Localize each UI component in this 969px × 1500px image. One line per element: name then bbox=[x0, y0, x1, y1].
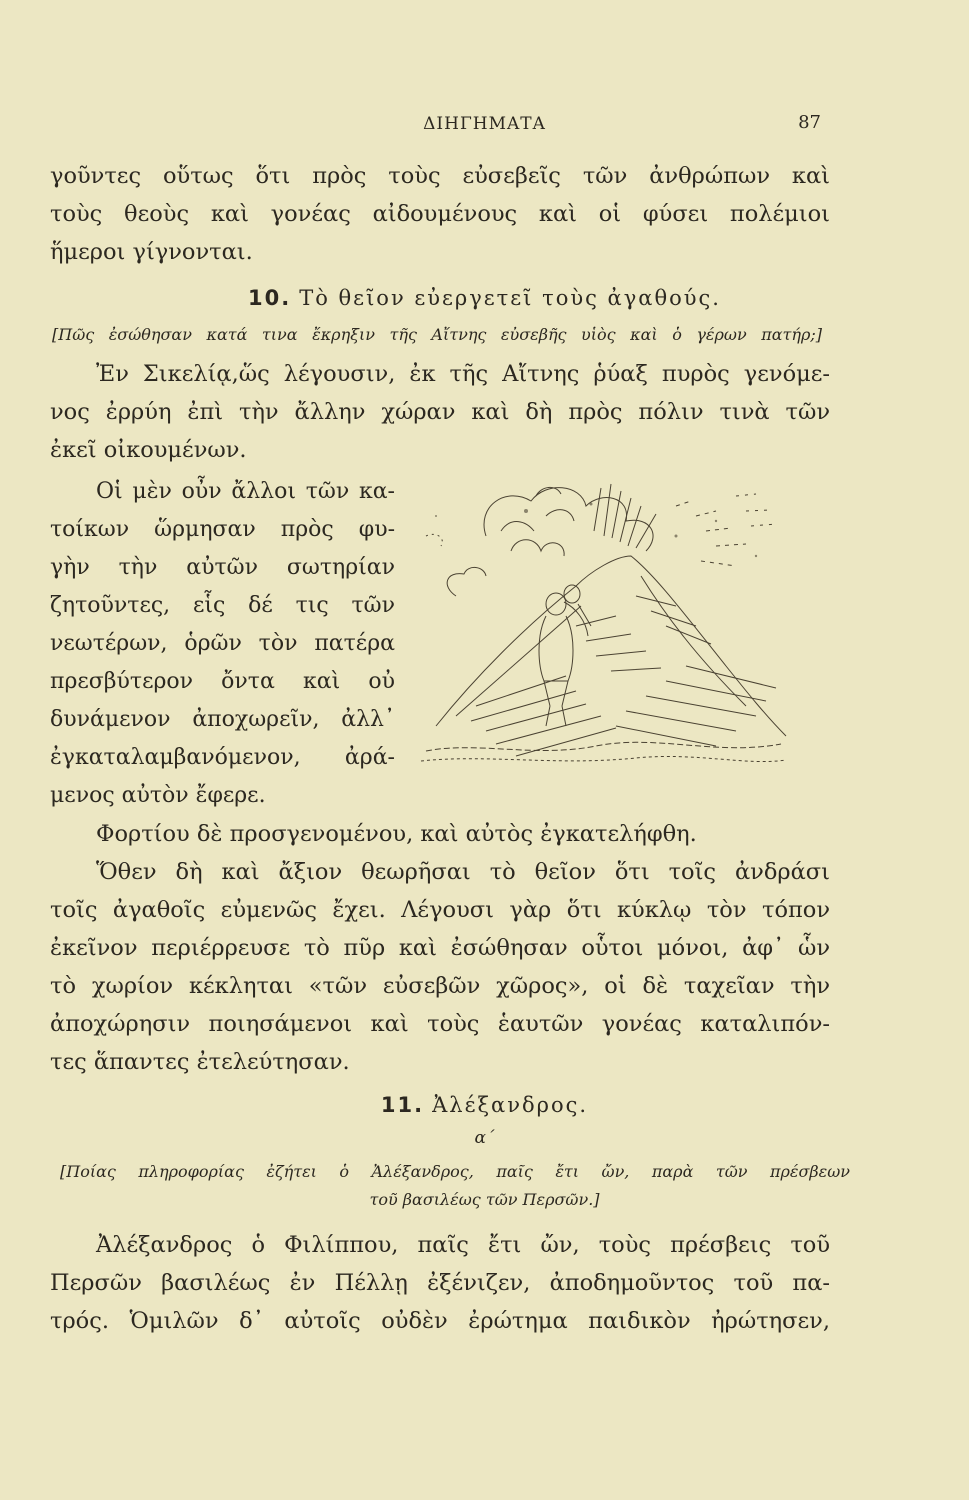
section-11-question-line-1: [Ποίας πληροφορίας ἐζήτει ὁ Ἀλέξανδρος, παῖς ἔτι ὤν, παρὰ τῶν πρέσβεων bbox=[60, 1162, 850, 1181]
text-line: ἥμεροι γίγνονται. bbox=[50, 239, 253, 265]
text-line: Φορτίου δὲ προσγενομένου, καὶ αὐτὸς ἐγκατελήφθη. bbox=[96, 821, 697, 847]
text-line: ζητοῦντες, εἷς δέ τις τῶν bbox=[50, 593, 395, 618]
text-line: τρός. Ὁμιλῶν δ᾽ αὐτοῖς οὐδὲν ἐρώτημα παιδικὸν ἠρώτησεν, bbox=[50, 1308, 830, 1334]
text-line: γοῦντες οὕτως ὅτι πρὸς τοὺς εὐσεβεῖς τῶν ἀνθρώπων καὶ bbox=[50, 163, 830, 189]
section-11-title: Ἀλέξανδρος. bbox=[432, 1093, 589, 1117]
text-line: πρεσβύτερον ὄντα καὶ οὐ bbox=[50, 669, 395, 694]
section-11-number: 11. bbox=[380, 1093, 425, 1117]
text-line: τοὺς θεοὺς καὶ γονέας αἰδουμένους καὶ οἱ φύσει πολέμιοι bbox=[50, 201, 830, 227]
page-header bbox=[0, 108, 969, 138]
text-line: Ἀλέξανδρος ὁ Φιλίππου, παῖς ἔτι ὤν, τοὺς πρέσβεις τοῦ bbox=[96, 1232, 830, 1258]
text-line: μενος αὐτὸν ἔφερε. bbox=[50, 783, 266, 808]
section-10-question: [Πῶς ἐσώθησαν κατά τινα ἔκρηξιν τῆς Αἴτνης εὐσεβῆς υἱὸς καὶ ὁ γέρων πατήρ;] bbox=[52, 325, 822, 344]
text-line: τοῖς ἀγαθοῖς εὐμενῶς ἔχει. Λέγουσι γὰρ ὅτι κύκλῳ τὸν τόπον bbox=[50, 897, 830, 923]
section-10-para-2 bbox=[50, 473, 395, 815]
text-line: νεωτέρων, ὁρῶν τὸν πατέρα bbox=[50, 631, 395, 656]
top-paragraph bbox=[50, 157, 830, 271]
section-10-para-1 bbox=[50, 355, 830, 469]
text-line: δυνάμενον ἀποχωρεῖν, ἀλλ᾽ bbox=[50, 707, 395, 732]
page-number: 87 bbox=[798, 112, 821, 133]
section-10-para-3 bbox=[50, 815, 830, 1081]
text-line: ἐγκαταλαμβανόμενον, ἀρά- bbox=[50, 745, 395, 770]
text-line: Ὅθεν δὴ καὶ ἄξιον θεωρῆσαι τὸ θεῖον ὅτι τοῖς ἀνδράσι bbox=[96, 859, 830, 885]
section-11-subnumber: α´ bbox=[474, 1128, 495, 1148]
running-title: ΔΙΗΓΗΜΑΤΑ bbox=[423, 114, 546, 134]
text-line: γὴν τὴν αὐτῶν σωτηρίαν bbox=[50, 555, 395, 580]
text-line: τες ἅπαντες ἐτελεύτησαν. bbox=[50, 1049, 350, 1075]
text-line: τοίκων ὥρμησαν πρὸς φυ- bbox=[50, 517, 395, 542]
section-10-heading bbox=[0, 286, 969, 310]
section-11-heading bbox=[0, 1093, 969, 1117]
section-11-para-1 bbox=[50, 1226, 830, 1340]
section-10-number: 10. bbox=[248, 286, 292, 310]
text-line: νος ἐρρύη ἐπὶ τὴν ἄλλην χώραν καὶ δὴ πρὸς πόλιν τινὰ τῶν bbox=[50, 399, 830, 425]
text-line: ἐκεῖ οἰκουμένων. bbox=[50, 437, 247, 463]
etna-eruption-illustration bbox=[416, 476, 792, 768]
text-line: τὸ χωρίον κέκληται «τῶν εὐσεβῶν χῶρος», οἱ δὲ ταχεῖαν τὴν bbox=[50, 973, 830, 999]
text-line: ἐκεῖνον περιέρρευσε τὸ πῦρ καὶ ἐσώθησαν οὗτοι μόνοι, ἀφ᾽ ὧν bbox=[50, 935, 830, 961]
section-11-question-line-2: τοῦ βασιλέως τῶν Περσῶν.] bbox=[369, 1190, 600, 1209]
text-line: ἀποχώρησιν ποιησάμενοι καὶ τοὺς ἑαυτῶν γονέας καταλιπόν- bbox=[50, 1011, 830, 1037]
section-10-title: Τὸ θεῖον εὐεργετεῖ τοὺς ἀγαθούς. bbox=[299, 286, 721, 310]
text-line: Οἱ μὲν οὖν ἄλλοι τῶν κα- bbox=[96, 479, 395, 504]
text-line: Περσῶν βασιλέως ἐν Πέλλῃ ἐξένιζεν, ἀποδημοῦντος τοῦ πα- bbox=[50, 1270, 830, 1296]
text-line: Ἐν Σικελίᾳ,ὥς λέγουσιν, ἐκ τῆς Αἴτνης ῥύαξ πυρὸς γενόμε- bbox=[96, 361, 830, 387]
